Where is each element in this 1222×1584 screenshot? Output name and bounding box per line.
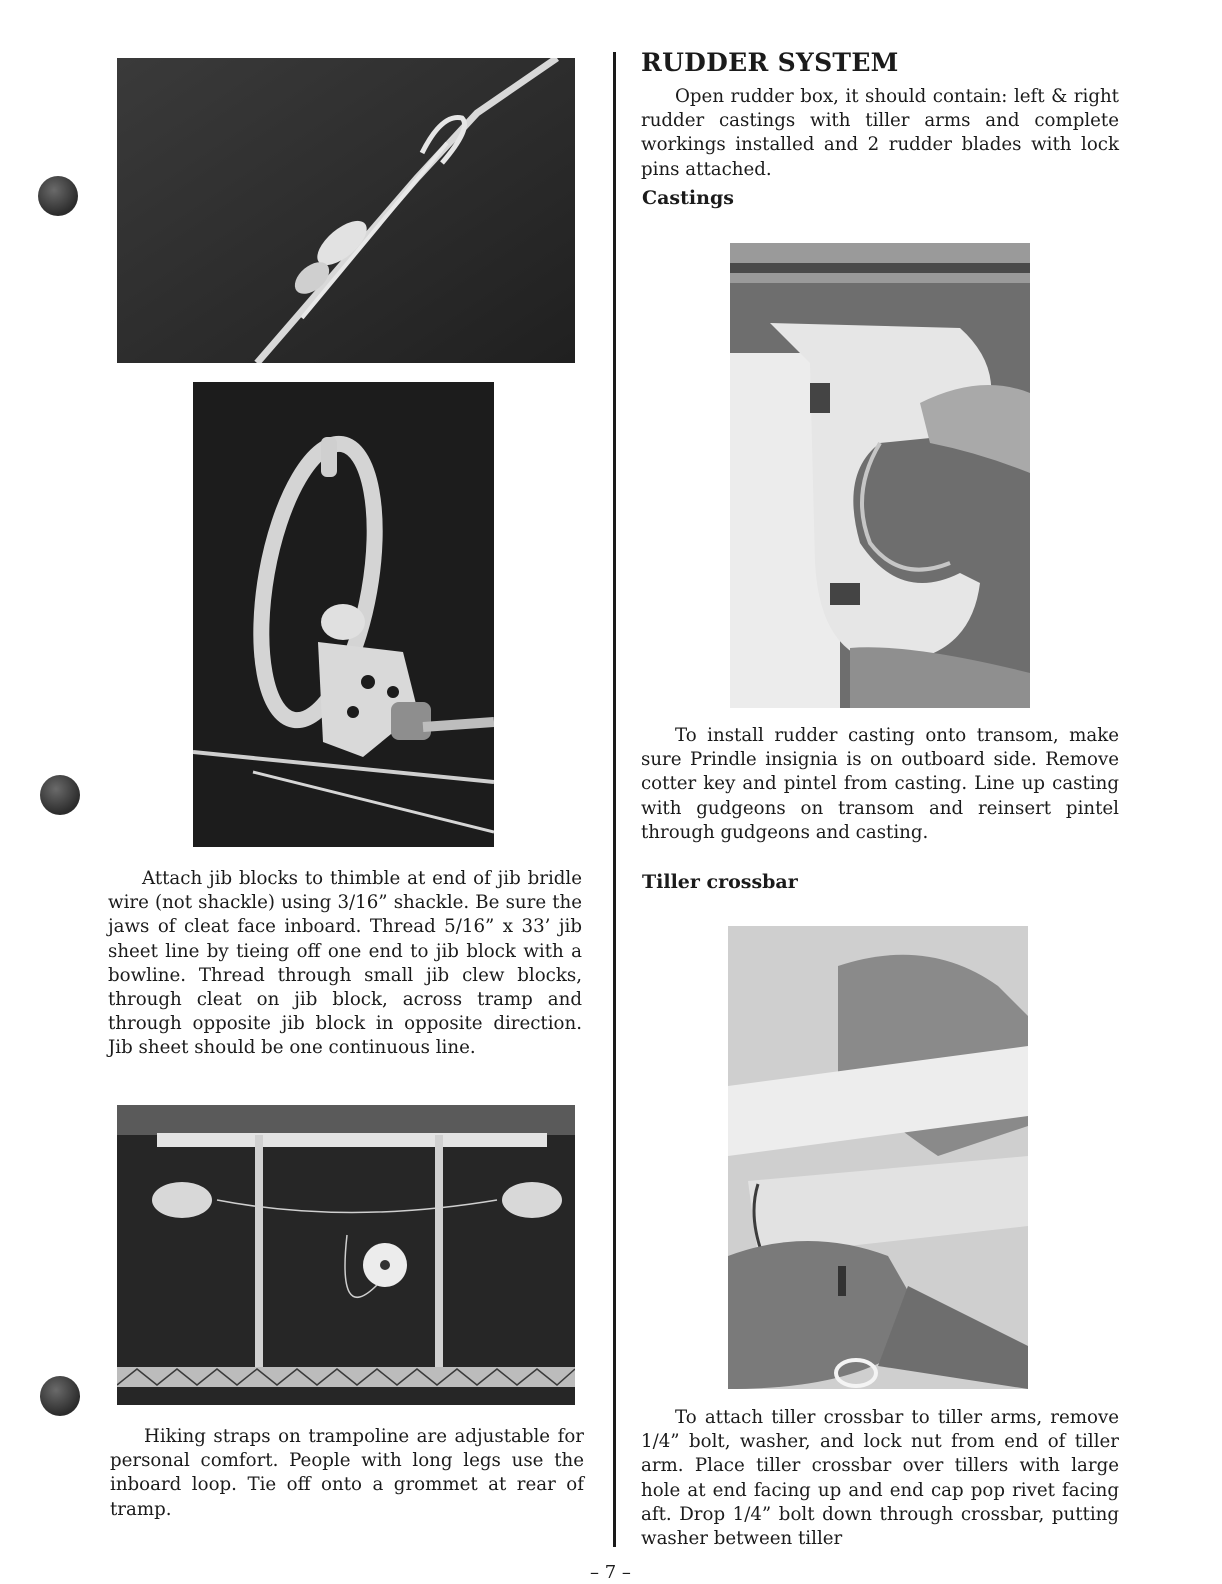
column-divider <box>613 52 616 1547</box>
castings-heading: Castings <box>642 187 734 209</box>
binder-hole-middle <box>40 775 80 815</box>
binder-hole-top <box>38 176 78 216</box>
photo-jib-block <box>193 382 494 847</box>
jib-blocks-paragraph: Attach jib blocks to thimble at end of jib bridle wire (not shackle) using 3/16” shackle. Be sure the jaws of cleat face inboard. Thread 5/16” x 33’ jib sheet line by tieing off one end to jib block with a bowline. Thread through small jib clew blocks, through cleat on jib block, across tramp and through opposite jib block in opposite direction. Jib sheet should be one continuous line. <box>108 868 582 1059</box>
page-number: – 7 – <box>590 1562 631 1583</box>
tiller-crossbar-paragraph: To attach tiller crossbar to tiller arms, remove 1/4” bolt, washer, and lock nut from end of tiller arm. Place tiller crossbar over tillers with large hole at end facing up and end cap pop rivet facing aft. Drop 1/4” bolt down through crossbar, putting washer between tiller <box>641 1407 1119 1550</box>
hiking-straps-paragraph: Hiking straps on trampoline are adjustable for personal comfort. People with long legs use the inboard loop. Tie off onto a grommet at rear of tramp. <box>110 1426 584 1520</box>
castings-paragraph: To install rudder casting onto transom, make sure Prindle insignia is on outboard side. Remove cotter key and pintel from casting. Line up casting with gudgeons on transom and reinsert pintel through gudgeons and casting. <box>641 725 1119 843</box>
photo-rudder-casting <box>730 243 1030 708</box>
rudder-system-heading: RUDDER SYSTEM <box>641 48 899 77</box>
tiller-crossbar-heading: Tiller crossbar <box>642 871 798 893</box>
photo-shackle-bridle-wire <box>117 58 575 363</box>
photo-trampoline <box>117 1105 575 1405</box>
photo-tiller-crossbar <box>728 926 1028 1389</box>
binder-hole-bottom <box>40 1376 80 1416</box>
rudder-box-paragraph: Open rudder box, it should contain: left & right rudder castings with tiller arms and complete workings installed and 2 rudder blades with lock pins attached. <box>641 86 1119 180</box>
